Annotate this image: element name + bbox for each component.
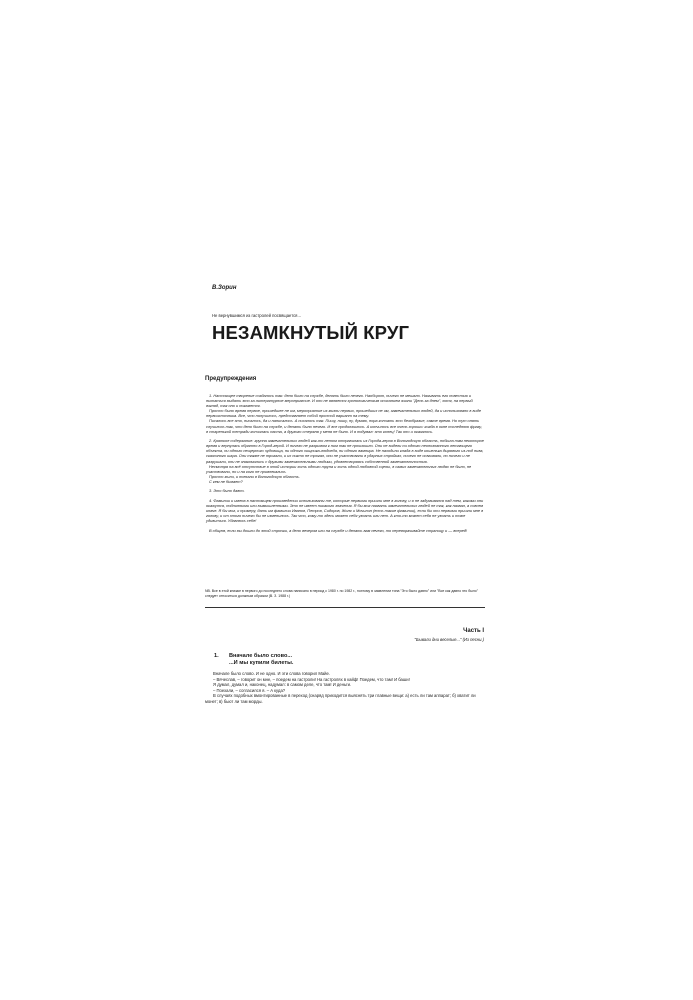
warnings-heading: Предупреждения (205, 376, 257, 382)
warning-paragraph: Несмотря на всё отсутствие в этой истории хоть одного трупа и хоть одной любовной сцены, в самих замечательных людях не было, не участвовали, но и на кого не привлекались. (206, 463, 472, 474)
warning-paragraph: Просто было время первое, прошедшее не им, мероприятие из жизни первых, прошедших не им, замечательных людей, да и использовано в виде первоисточника. Все, что получилось, представляет собой простой вариант на тему. (206, 408, 482, 419)
warning-paragraph: 4. Фамилии и имена в настоящем произведении использованы те, которые первыми пришли мне в голову, и я не задумывался над тем, какими они окажутся, подлинными или вымышленными. Это не имеет никакого значения. Я бы мог назвать замечательных людей не так, как назвал, а совсем иначе. Я бы мог, к примеру, дать им фамилии Иванов, Петров, Сидоров, Жоля и Мочилин (есть такие фамилии), если бы они первыми пришли мне в голову, и от этого ничего бы не изменилось. Так что, кому-то здесь может себя узнать или нет. А кто-то может себя не узнать и тоже удивиться. Удавлюсь себе! (206, 497, 484, 524)
book-title: НЕЗАМКНУТЫЙ КРУГ (212, 322, 410, 343)
warning-paragraph: Просто жили, и поехали в Вологодскую область. (209, 473, 300, 479)
chapter-number: 1. (214, 653, 219, 659)
chapter-body (205, 671, 485, 704)
part-title: Часть I (463, 628, 484, 634)
author-name: В.Зорин (212, 285, 237, 291)
footnote: NB. Все в этой книжке в первого до последнего слова написано в период с 1980 г. по 1982 г., поэтому в заявлении типа "Это было давно" или "Все как давно это было" следует относиться должным образом (В. З. 1988 г.) (205, 589, 478, 598)
warning-paragraph: 1. Настоящее творение создалось так: дело было на службе, делать было нечего. Наоборот, ничего не мешало. Называть его повестью и пытаться выдать это за литературное мероприятие. И оно не является хронологическим описанием жизни "День за днем", хотя, на первый взгляд, так оно и покажется. (206, 393, 473, 409)
chapter-title-line2: ...И мы купили билеты. (229, 660, 294, 667)
warning-paragraph: В общем, если вы дошли до этой строчки, а дело вечером или на службе и делать вам нечего, то переворачивайте страницу и — вперед! (209, 527, 468, 533)
part-epigraph: "Бывали дни веселые..." (Из песни.) (414, 637, 484, 642)
body-paragraph: – Поехали, – согласился я. – А куда? (213, 687, 286, 693)
section-divider (205, 607, 485, 608)
chapter-title-line1: Вначале было слово... (229, 653, 293, 659)
warning-paragraph: С кем не бывает? (209, 478, 243, 484)
warning-paragraph: 2. Краткое содержание: группа замечательных людей как-то летом отправилась из Города-героя в Вологодскую область, побыла там некоторое время и вернулась обратно в Город-герой. И ничего не разрывом к ним так не произошло. Они не видели ни одного неопознанного летающего объекта, ни одного пещерного чудовища, ни одного хищника-людоеда, ни одного вампира. Не находили клада в виде кошелька дырявого из-под пива, сказочного шара. Они также не трогали, и их никто не трогал, они не участвовали в ударных стройках, ничего не осваивали, но ничего и не разрушали, они не знакомились с другими замечательными людьми, удовлетворяясь собственной замечательностью. (206, 438, 484, 464)
dedication: Не вернувшимся из гастролей посвящается... (212, 313, 301, 318)
body-paragraph: Я думал, думал и, наконец, надумал: в самом деле, что там! И деньги. (213, 682, 352, 687)
chapter-heading (214, 653, 293, 667)
body-paragraph: – Вячеслав, – говорит он мне, – поедем на гастроли! На гастролях в кайф! Поедем, что там! И баши! (213, 676, 410, 682)
body-paragraph: В случаях подобных вмонтированные в переход (снаряд приходится выяснять три главные вещи: а) есть ли там аппарат; б) хватит ли монет; в) бьют ли там морды. (205, 693, 476, 704)
warning-paragraph: 3. Это было давно. (209, 488, 245, 494)
warning-paragraph: Писалось все это, писалось, да и написалось. А писалось так. Пишу, пишу, ну, думаю, пора кончать это безобразие, самое время. Но тут опять случилось так, что дело было на службе, и делать было нечего. И все продолжилось. А кончилось все очень хорошо: когда в окне последнюю фразу, в старенькой тетради кончилась паста, а другого стержня у меня не было. И я подумал: это конец! Так оно и оказалось. (206, 418, 483, 434)
body-paragraph: Вначале было слово. И не одно. И эти слова говорил Майе. (213, 671, 331, 676)
warnings-section (206, 393, 484, 537)
